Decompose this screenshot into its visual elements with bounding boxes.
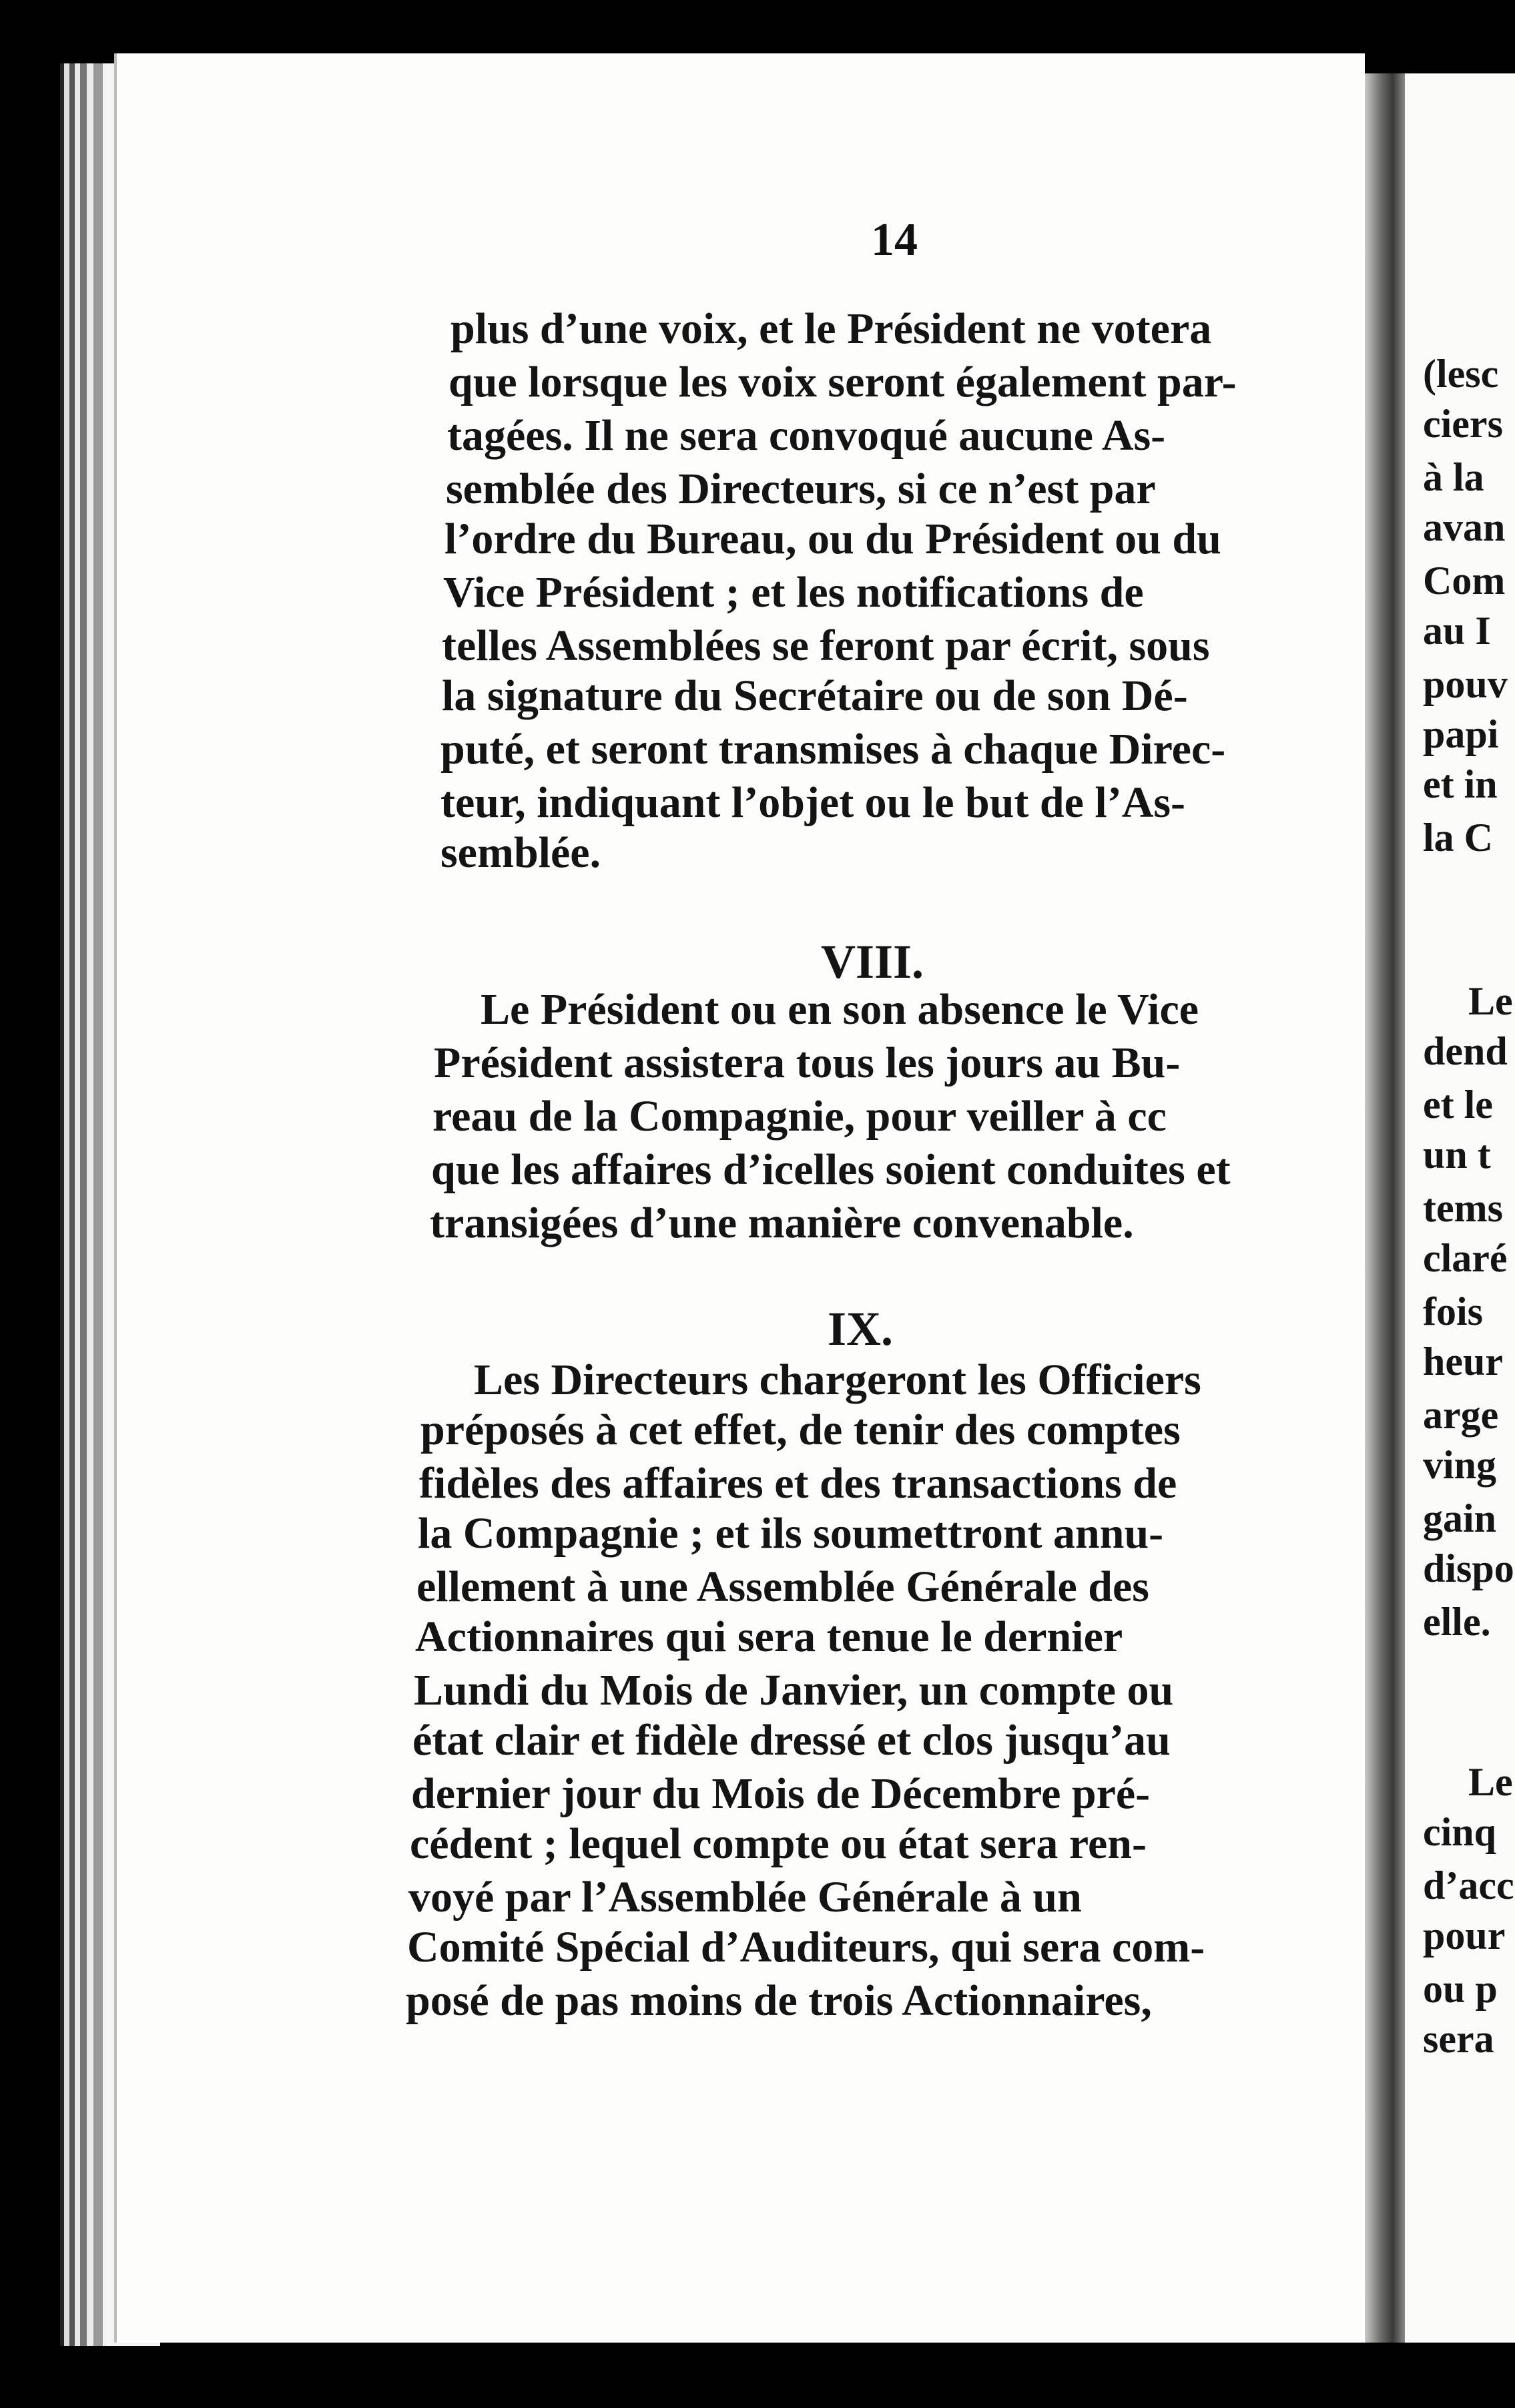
text-line: Le Président ou en son absence le Vice <box>481 985 1199 1034</box>
text-line: cédent ; lequel compte ou état sera ren- <box>410 1819 1147 1868</box>
text-line: Lundi du Mois de Janvier, un compte ou <box>414 1666 1174 1715</box>
facing-fragment: gain <box>1423 1496 1497 1540</box>
text-line: état clair et fidèle dressé et clos jusqu’au <box>412 1716 1171 1765</box>
facing-fragment: sera <box>1423 2017 1494 2061</box>
facing-fragment: ciers <box>1423 402 1503 446</box>
section-heading-ix: IX. <box>828 1302 894 1356</box>
text-line: la Compagnie ; et ils soumettront annu- <box>418 1509 1164 1558</box>
facing-fragment: pour <box>1423 1913 1506 1958</box>
page-number: 14 <box>871 214 918 266</box>
text-line: teur, indiquant l’objet ou le but de l’As- <box>440 778 1186 827</box>
facing-fragment: papi <box>1423 712 1499 756</box>
facing-fragment: pouv <box>1423 662 1508 706</box>
text-line: voyé par l’Assemblée Générale à un <box>408 1873 1082 1921</box>
text-line: que lorsque les voix seront également par- <box>448 358 1237 406</box>
facing-fragment: ou p <box>1423 1967 1498 2011</box>
facing-fragment: dend <box>1423 1029 1508 1073</box>
text-line: que les affaires d’icelles soient conduites et <box>431 1145 1231 1194</box>
facing-fragment: Le <box>1468 979 1513 1023</box>
facing-fragment: arge <box>1423 1393 1499 1437</box>
facing-fragment: un t <box>1423 1133 1491 1177</box>
facing-fragment: et in <box>1423 762 1498 806</box>
facing-fragment: d’acc <box>1423 1863 1514 1907</box>
facing-fragment: cinq <box>1423 1810 1497 1854</box>
text-line: Président assistera tous les jours au Bu- <box>434 1038 1181 1087</box>
facing-fragment: la C <box>1423 816 1493 860</box>
text-line: Vice Président ; et les notifications de <box>443 568 1144 617</box>
text-line: semblée des Directeurs, si ce n’est par <box>446 465 1156 513</box>
text-line: reau de la Compagnie, pour veiller à cc <box>432 1092 1167 1141</box>
facing-fragment: claré <box>1423 1236 1508 1280</box>
facing-fragment: (lesc <box>1423 352 1499 396</box>
text-line: Actionnaires qui sera tenue le dernier <box>415 1612 1123 1661</box>
text-line: Comité Spécial d’Auditeurs, qui sera com- <box>407 1923 1205 1972</box>
text-line: fidèles des affaires et des transactions de <box>419 1459 1177 1508</box>
text-line: la signature du Secrétaire ou de son Dé- <box>442 671 1188 720</box>
facing-fragment: heur <box>1423 1339 1503 1384</box>
facing-fragment: fois <box>1423 1289 1483 1333</box>
text-line: puté, et seront transmises à chaque Direc- <box>440 725 1226 774</box>
facing-fragment: et le <box>1423 1083 1493 1127</box>
facing-fragment: au I <box>1423 609 1491 653</box>
text-line: Les Directeurs chargeront les Officiers <box>474 1356 1201 1404</box>
text-line: l’ordre du Bureau, ou du Président ou du <box>444 515 1221 563</box>
text-line: préposés à cet effet, de tenir des comptes <box>420 1406 1181 1454</box>
facing-fragment: elle. <box>1423 1600 1491 1644</box>
facing-fragment: à la <box>1423 455 1484 499</box>
section-heading-viii: VIII. <box>821 935 924 988</box>
facing-fragment: Le <box>1468 1760 1513 1804</box>
text-line: semblée. <box>440 828 601 877</box>
facing-fragment: dispo <box>1423 1546 1514 1590</box>
facing-fragment: avan <box>1423 505 1506 549</box>
text-line: dernier jour du Mois de Décembre pré- <box>411 1769 1151 1818</box>
text-line: transigées d’une manière convenable. <box>430 1199 1134 1247</box>
book-gutter <box>1365 73 1405 2343</box>
text-line: posé de pas moins de trois Actionnaires, <box>406 1976 1152 2025</box>
facing-fragment: ving <box>1423 1443 1497 1487</box>
text-line: plus d’une voix, et le Président ne votera <box>450 304 1212 353</box>
text-line: ellement à une Assemblée Générale des <box>416 1562 1149 1611</box>
text-line: telles Assemblées se feront par écrit, sous <box>442 621 1210 670</box>
text-line: tagées. Il ne sera convoqué aucune As- <box>447 411 1166 460</box>
facing-fragment: Com <box>1423 559 1506 603</box>
facing-fragment: tems <box>1423 1186 1503 1230</box>
